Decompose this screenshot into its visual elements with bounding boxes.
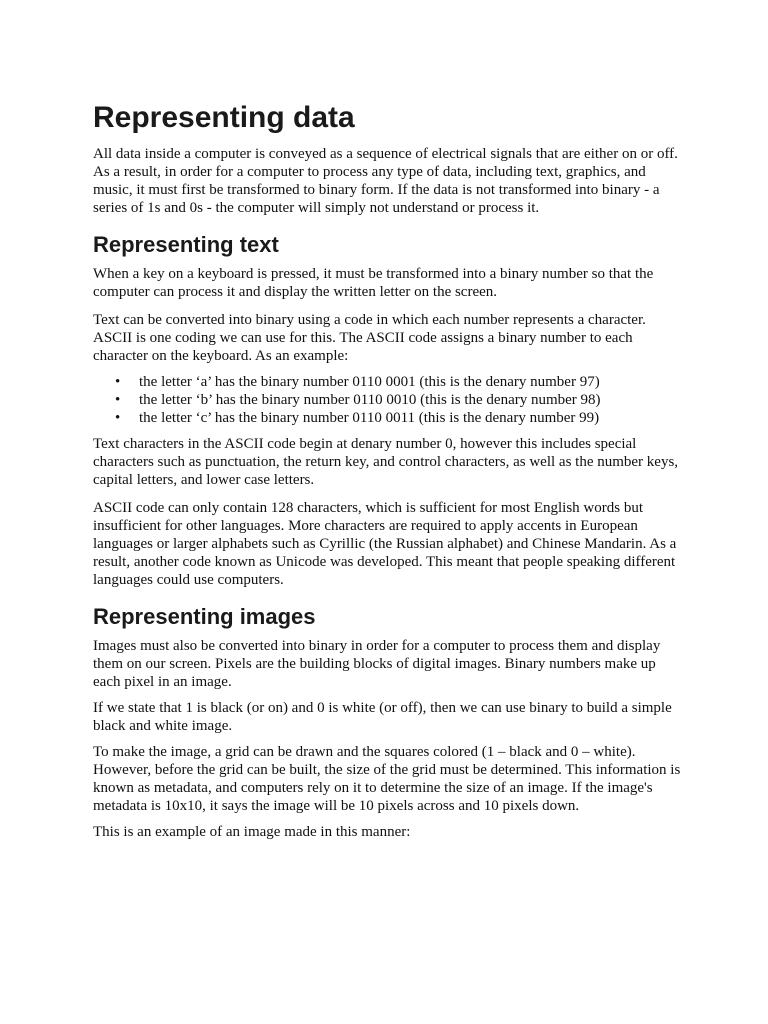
text-paragraph-3: Text characters in the ASCII code begin at denary number 0, however this includes special characters such as punctuation, the return key, and control characters, as well as the number keys, capital letters, and lower case letters. (93, 436, 679, 488)
images-paragraph-4: This is an example of an image made in this manner: (93, 824, 411, 840)
images-paragraph-1: Images must also be converted into binary in order for a computer to process them and display them on our screen. Pixels are the building blocks of digital images. Binary numbers make up each pixel in an image. (93, 638, 661, 690)
section-heading-text: Representing text (93, 232, 279, 257)
document-page (93, 100, 683, 851)
text-paragraph-1: When a key on a keyboard is pressed, it must be transformed into a binary number so that the computer can process it and display the written letter on the screen. (93, 266, 654, 300)
images-paragraph-3: To make the image, a grid can be drawn and the squares colored (1 – black and 0 – white). However, before the grid can be built, the size of the grid must be determined. This information is known as metadata, and computers rely on it to determine the size of an image. If the image's metadata is 10x10, it says the image will be 10 pixels across and 10 pixels down. (93, 744, 681, 814)
images-paragraph-2: If we state that 1 is black (or on) and 0 is white (or off), then we can use binary to build a simple black and white image. (93, 700, 672, 734)
ascii-example-list (93, 373, 683, 427)
section-heading-images: Representing images (93, 604, 316, 629)
list-item: • the letter ‘c’ has the binary number 0110 0011 (this is the denary number 99) (93, 409, 683, 427)
intro-paragraph: All data inside a computer is conveyed as a sequence of electrical signals that are either on or off. As a result, in order for a computer to process any type of data, including text, graphics, and music, it must first be transformed to binary form. If the data is not transformed into binary - a series of 1s and 0s - the computer will simply not understand or process it. (93, 146, 678, 216)
list-item: • the letter ‘b’ has the binary number 0110 0010 (this is the denary number 98) (93, 391, 683, 409)
text-paragraph-4: ASCII code can only contain 128 characters, which is sufficient for most English words but insufficient for other languages. More characters are required to apply accents in European languages or larger alphabets such as Cyrillic (the Russian alphabet) and Chinese Mandarin. As a result, another code known as Unicode was developed. This meant that people speaking different languages could use computers. (93, 500, 677, 588)
page-title: Representing data (93, 101, 355, 134)
list-item: • the letter ‘a’ has the binary number 0110 0001 (this is the denary number 97) (93, 373, 683, 391)
text-paragraph-2: Text can be converted into binary using a code in which each number represents a character. ASCII is one coding we can use for this. The ASCII code assigns a binary number to each character on the keyboard. As an example: (93, 312, 646, 364)
